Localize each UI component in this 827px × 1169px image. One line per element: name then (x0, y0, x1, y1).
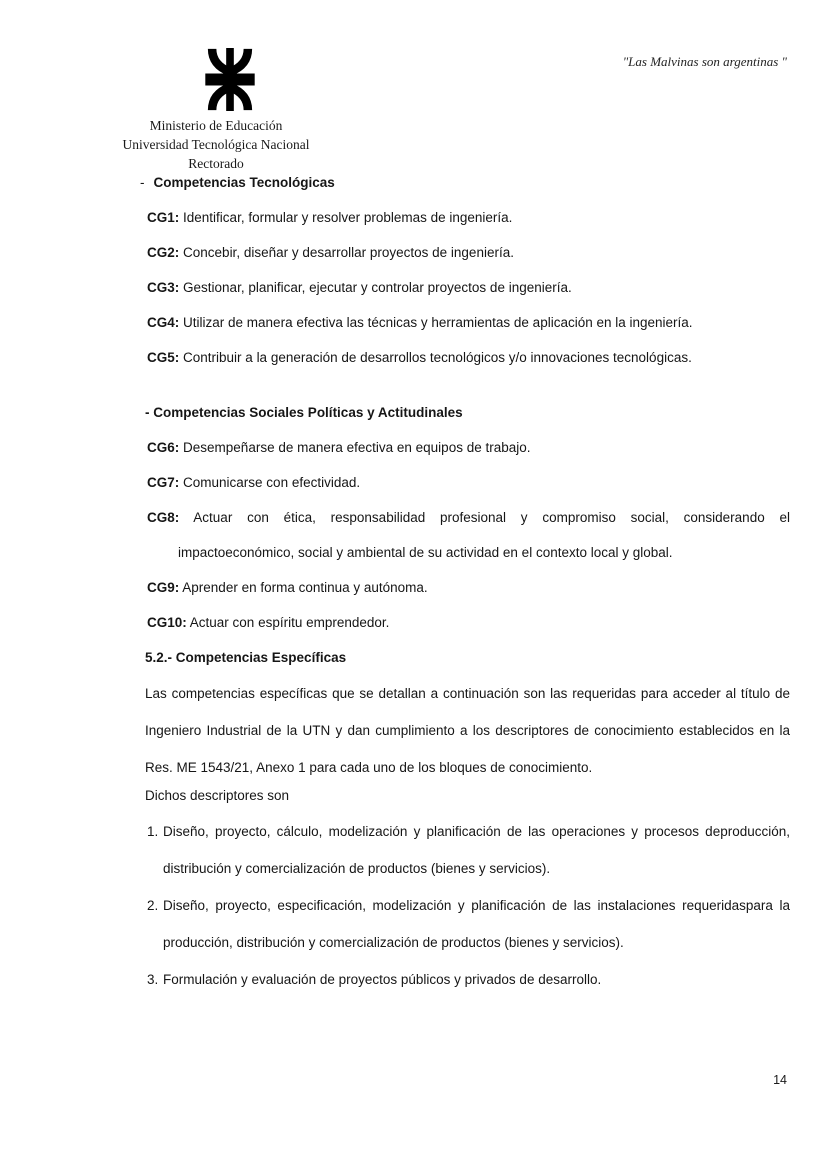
cg-text: Contribuir a la generación de desarrollos tecnológicos y/o innovaciones tecnológicas. (183, 350, 692, 365)
heading-title: Competencias Tecnológicas (153, 175, 335, 190)
cg-label: CG2: (147, 245, 180, 260)
cg-label: CG4: (147, 315, 180, 330)
descriptors-intro: Dichos descriptores son (145, 788, 290, 803)
descriptor-item-1 (145, 813, 790, 887)
cg-text: Actuar con espíritu emprendedor. (189, 615, 390, 630)
cg-item-5 (145, 340, 790, 375)
cg-text: Utilizar de manera efectiva las técnicas y herramientas de aplicación en la ingeniería. (183, 315, 693, 330)
heading-competencias-especificas: 5.2.- Competencias Específicas (145, 650, 347, 665)
descriptor-text: Diseño, proyecto, cálculo, modelización y planificación de las operaciones y procesos deproducción, distribución y comercialización de productos (bienes y servicios). (163, 824, 790, 876)
page-number: 14 (773, 1073, 787, 1087)
cg-text: Comunicarse con efectividad. (183, 475, 361, 490)
cg-item-7 (145, 465, 790, 500)
heading-competencias-sociales: - Competencias Sociales Políticas y Actitudinales (145, 405, 463, 420)
cg-item-3 (145, 270, 790, 305)
cg-label: CG9: (147, 580, 180, 595)
cg-text: Desempeñarse de manera efectiva en equipos de trabajo. (183, 440, 531, 455)
cg-item-10 (145, 605, 790, 640)
letterhead-office: Rectorado (188, 156, 244, 171)
letterhead-university: Universidad Tecnológica Nacional (122, 137, 310, 152)
descriptor-item-3 (145, 961, 790, 998)
heading-competencias-tecnologicas (140, 165, 790, 200)
descriptor-text: Diseño, proyecto, especificación, modelización y planificación de las instalaciones requeridaspara la producción, distribución y comercialización de productos (bienes y servicios). (163, 898, 790, 950)
malvinas-quote: "Las Malvinas son argentinas " (622, 54, 787, 69)
cg-label: CG7: (147, 475, 180, 490)
cg-item-8 (145, 500, 790, 570)
cg-label: CG3: (147, 280, 180, 295)
cg-label: CG8: (147, 510, 180, 525)
cg-text: Aprender en forma continua y autónoma. (182, 580, 428, 595)
cg-item-2 (145, 235, 790, 270)
descriptor-item-2 (145, 887, 790, 961)
cg-text: Actuar con ética, responsabilidad profesional y compromiso social, considerando el impactoeconómico, social y ambiental de su actividad en el contexto local y global. (178, 510, 790, 560)
heading-dash: - (140, 175, 145, 190)
cg-item-1 (145, 200, 790, 235)
cg-label: CG6: (147, 440, 180, 455)
document-body (140, 0, 790, 998)
cg-item-9 (145, 570, 790, 605)
letterhead-ministry: Ministerio de Educación (149, 118, 283, 133)
cg-text: Gestionar, planificar, ejecutar y controlar proyectos de ingeniería. (183, 280, 572, 295)
descriptor-text: Formulación y evaluación de proyectos públicos y privados de desarrollo. (163, 972, 602, 987)
descriptor-number: 3. (147, 972, 159, 987)
cg-text: Concebir, diseñar y desarrollar proyectos de ingeniería. (183, 245, 514, 260)
cg-item-6 (145, 430, 790, 465)
cg-label: CG1: (147, 210, 180, 225)
cg-item-4 (145, 305, 790, 340)
descriptor-number: 1. (147, 824, 159, 839)
cg-text: Identificar, formular y resolver problemas de ingeniería. (183, 210, 513, 225)
cg-label: CG10: (147, 615, 187, 630)
descriptor-number: 2. (147, 898, 159, 913)
especificas-paragraph: Las competencias específicas que se detallan a continuación son las requeridas para acceder al título de Ingeniero Industrial de la UTN y dan cumplimiento a los descriptores de conocimiento establecidos en la Res. ME 1543/21, Anexo 1 para cada uno de los bloques de conocimiento. (145, 686, 790, 775)
cg-label: CG5: (147, 350, 180, 365)
